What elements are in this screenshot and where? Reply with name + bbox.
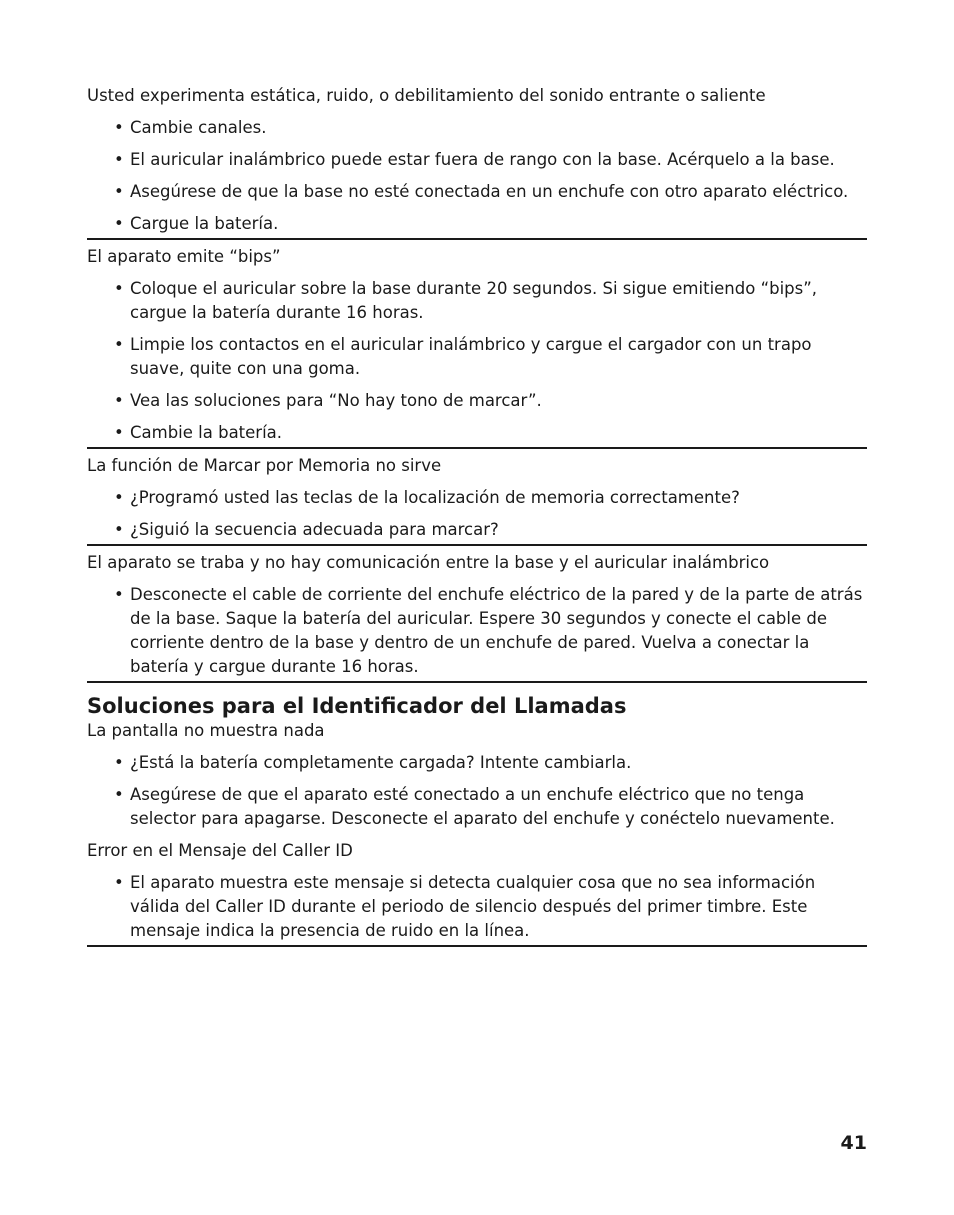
page-number: 41 <box>840 1132 867 1154</box>
problem-section-static <box>87 84 867 240</box>
solution-item <box>114 518 867 542</box>
bullet-icon: • <box>114 118 124 137</box>
solution-text: Coloque el auricular sobre la base durante 20 segundos. Si sigue emitiendo “bips”, cargue la batería durante 16 horas. <box>130 279 818 322</box>
problem-section-beeps <box>87 245 867 449</box>
solution-item <box>114 116 867 140</box>
solution-item <box>114 486 867 510</box>
bullet-icon: • <box>114 488 124 507</box>
problem-title: La pantalla no muestra nada <box>87 721 325 740</box>
solution-item <box>114 421 867 445</box>
solution-item <box>114 212 867 236</box>
problem-section-lockup <box>87 551 867 683</box>
problem-title: Error en el Mensaje del Caller ID <box>87 841 353 860</box>
bullet-icon: • <box>114 753 124 772</box>
bullet-icon: • <box>114 391 124 410</box>
bullet-icon: • <box>114 873 124 892</box>
bullet-icon: • <box>114 423 124 442</box>
solution-item <box>114 783 867 831</box>
section-heading: Soluciones para el Identificador del Llamadas <box>87 694 627 718</box>
solution-text: El aparato muestra este mensaje si detecta cualquier cosa que no sea información válida del Caller ID durante el periodo de silencio después del primer timbre. Este mensaje indica la presencia de ruido en la línea. <box>130 873 816 940</box>
bullet-icon: • <box>114 335 124 354</box>
solution-list <box>87 871 867 943</box>
troubleshooting-content <box>87 84 867 952</box>
problem-title: Usted experimenta estática, ruido, o debilitamiento del sonido entrante o saliente <box>87 86 766 105</box>
bullet-icon: • <box>114 150 124 169</box>
solution-item <box>114 148 867 172</box>
solution-text: Cambie la batería. <box>130 423 283 442</box>
solution-item <box>114 333 867 381</box>
bullet-icon: • <box>114 182 124 201</box>
solution-item <box>114 180 867 204</box>
caller-id-section <box>87 693 867 947</box>
solution-text: Asegúrese de que el aparato esté conectado a un enchufe eléctrico que no tenga selector para apagarse. Desconecte el aparato del enchufe y conéctelo nuevamente. <box>130 785 835 828</box>
solution-text: El auricular inalámbrico puede estar fuera de rango con la base. Acérquelo a la base. <box>130 150 835 169</box>
solution-list <box>87 583 867 679</box>
solution-item <box>114 583 867 679</box>
solution-text: Cargue la batería. <box>130 214 279 233</box>
solution-list <box>87 486 867 542</box>
bullet-icon: • <box>114 585 124 604</box>
solution-text: ¿Programó usted las teclas de la localización de memoria correctamente? <box>130 488 740 507</box>
problem-title: La función de Marcar por Memoria no sirve <box>87 456 442 475</box>
solution-text: Cambie canales. <box>130 118 267 137</box>
bullet-icon: • <box>114 785 124 804</box>
solution-text: Desconecte el cable de corriente del enchufe eléctrico de la pared y de la parte de atrás de la base. Saque la batería del auricular. Espere 30 segundos y conecte el cable de corriente dentro de la base y dentro de un enchufe de pared. Vuelva a conectar la batería y cargue durante 16 horas. <box>130 585 863 676</box>
solution-text: ¿Está la batería completamente cargada? Intente cambiarla. <box>130 753 632 772</box>
solution-text: Vea las soluciones para “No hay tono de marcar”. <box>130 391 542 410</box>
bullet-icon: • <box>114 279 124 298</box>
problem-section-memory-dial <box>87 454 867 546</box>
solution-item <box>114 751 867 775</box>
bullet-icon: • <box>114 214 124 233</box>
solution-text: Limpie los contactos en el auricular inalámbrico y cargue el cargador con un trapo suave, quite con una goma. <box>130 335 812 378</box>
solution-list <box>87 277 867 445</box>
solution-list <box>87 751 867 831</box>
solution-list <box>87 116 867 236</box>
solution-item <box>114 871 867 943</box>
solution-text: ¿Siguió la secuencia adecuada para marcar? <box>130 520 499 539</box>
solution-item <box>114 277 867 325</box>
problem-title: El aparato se traba y no hay comunicación entre la base y el auricular inalámbrico <box>87 553 770 572</box>
bullet-icon: • <box>114 520 124 539</box>
problem-title: El aparato emite “bips” <box>87 247 281 266</box>
solution-text: Asegúrese de que la base no esté conectada en un enchufe con otro aparato eléctrico. <box>130 182 849 201</box>
solution-item <box>114 389 867 413</box>
